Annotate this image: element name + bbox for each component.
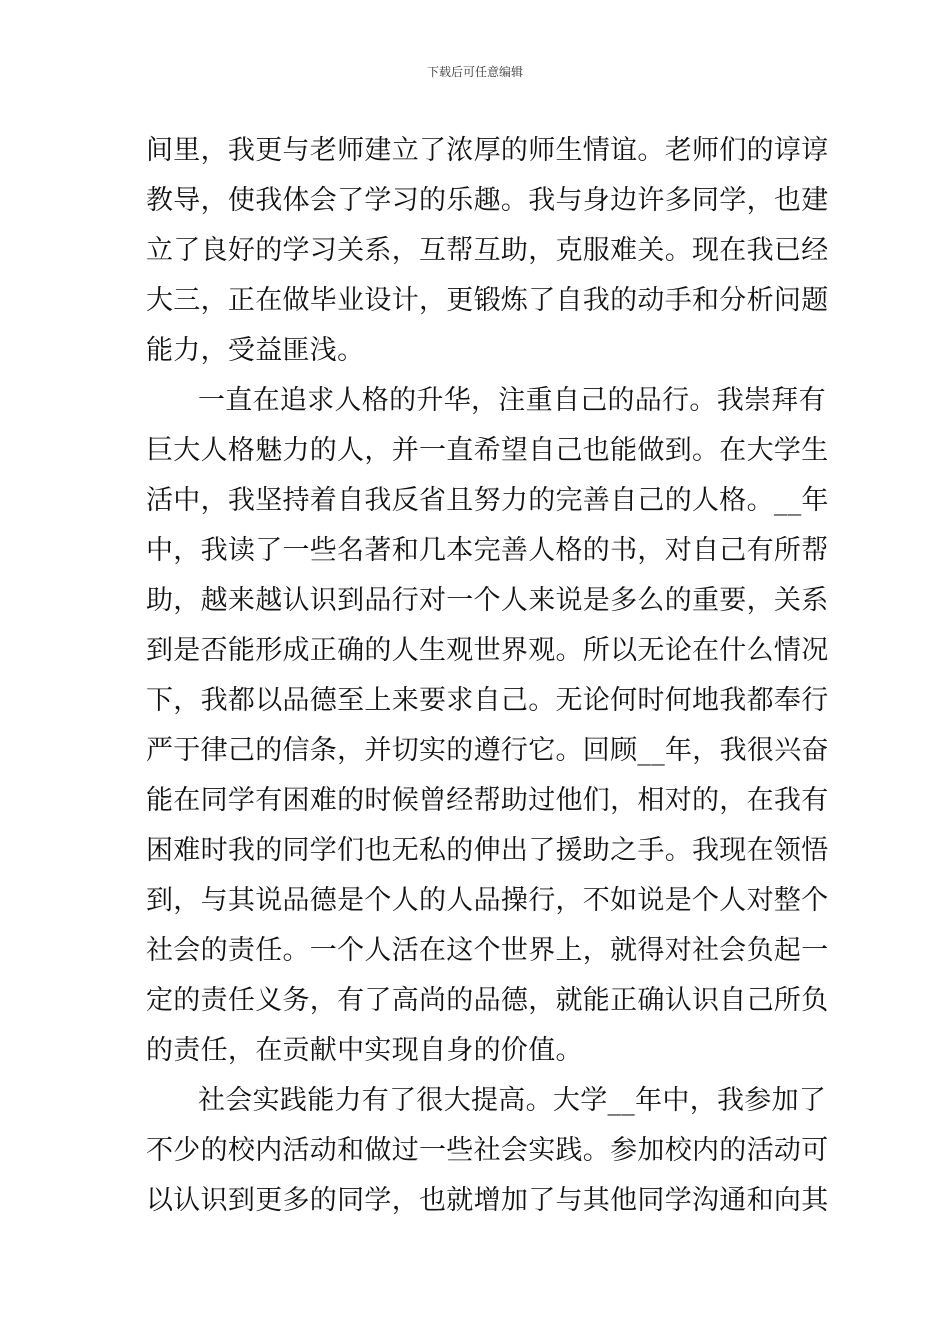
header-note: 下载后可任意编辑 (426, 65, 523, 79)
text-line: 到是否能形成正确的人生观世界观。所以无论在什么情况 (146, 635, 829, 666)
text-line: 社会实践能力有了很大提高。大学__年中，我参加了 (198, 1085, 827, 1116)
document-body (146, 126, 829, 1226)
text-line: 能力，受益匪浅。 (146, 335, 365, 366)
text-line: 大三，正在做毕业设计，更锻炼了自我的动手和分析问题 (146, 285, 829, 316)
text-line: 活中，我坚持着自我反省且努力的完善自己的人格。__年 (146, 485, 829, 516)
text-line: 能在同学有困难的时候曾经帮助过他们，相对的，在我有 (146, 785, 829, 816)
text-line: 以认识到更多的同学，也就增加了与其他同学沟通和向其 (146, 1185, 829, 1216)
text-line: 教导，使我体会了学习的乐趣。我与身边许多同学，也建 (146, 185, 829, 216)
text-line: 困难时我的同学们也无私的伸出了援助之手。我现在领悟 (146, 835, 829, 866)
text-line: 间里，我更与老师建立了浓厚的师生情谊。老师们的谆谆 (146, 135, 829, 166)
text-line: 严于律己的信条，并切实的遵行它。回顾__年，我很兴奋 (146, 735, 829, 766)
text-line: 一直在追求人格的升华，注重自己的品行。我崇拜有 (198, 385, 826, 416)
text-line: 的责任，在贡献中实现自身的价值。 (146, 1035, 583, 1066)
text-line: 下，我都以品德至上来要求自己。无论何时何地我都奉行 (146, 685, 829, 716)
text-line: 定的责任义务，有了高尚的品德，就能正确认识自己所负 (146, 985, 829, 1016)
text-line: 到，与其说品德是个人的人品操行，不如说是个人对整个 (146, 885, 829, 916)
text-line: 立了良好的学习关系，互帮互助，克服难关。现在我已经 (146, 235, 829, 266)
text-line: 社会的责任。一个人活在这个世界上，就得对社会负起一 (146, 935, 829, 966)
text-line: 巨大人格魅力的人，并一直希望自己也能做到。在大学生 (146, 435, 829, 466)
text-line: 中，我读了一些名著和几本完善人格的书，对自己有所帮 (146, 535, 829, 566)
text-line: 助，越来越认识到品行对一个人来说是多么的重要，关系 (146, 585, 829, 616)
text-line: 不少的校内活动和做过一些社会实践。参加校内的活动可 (146, 1135, 829, 1166)
